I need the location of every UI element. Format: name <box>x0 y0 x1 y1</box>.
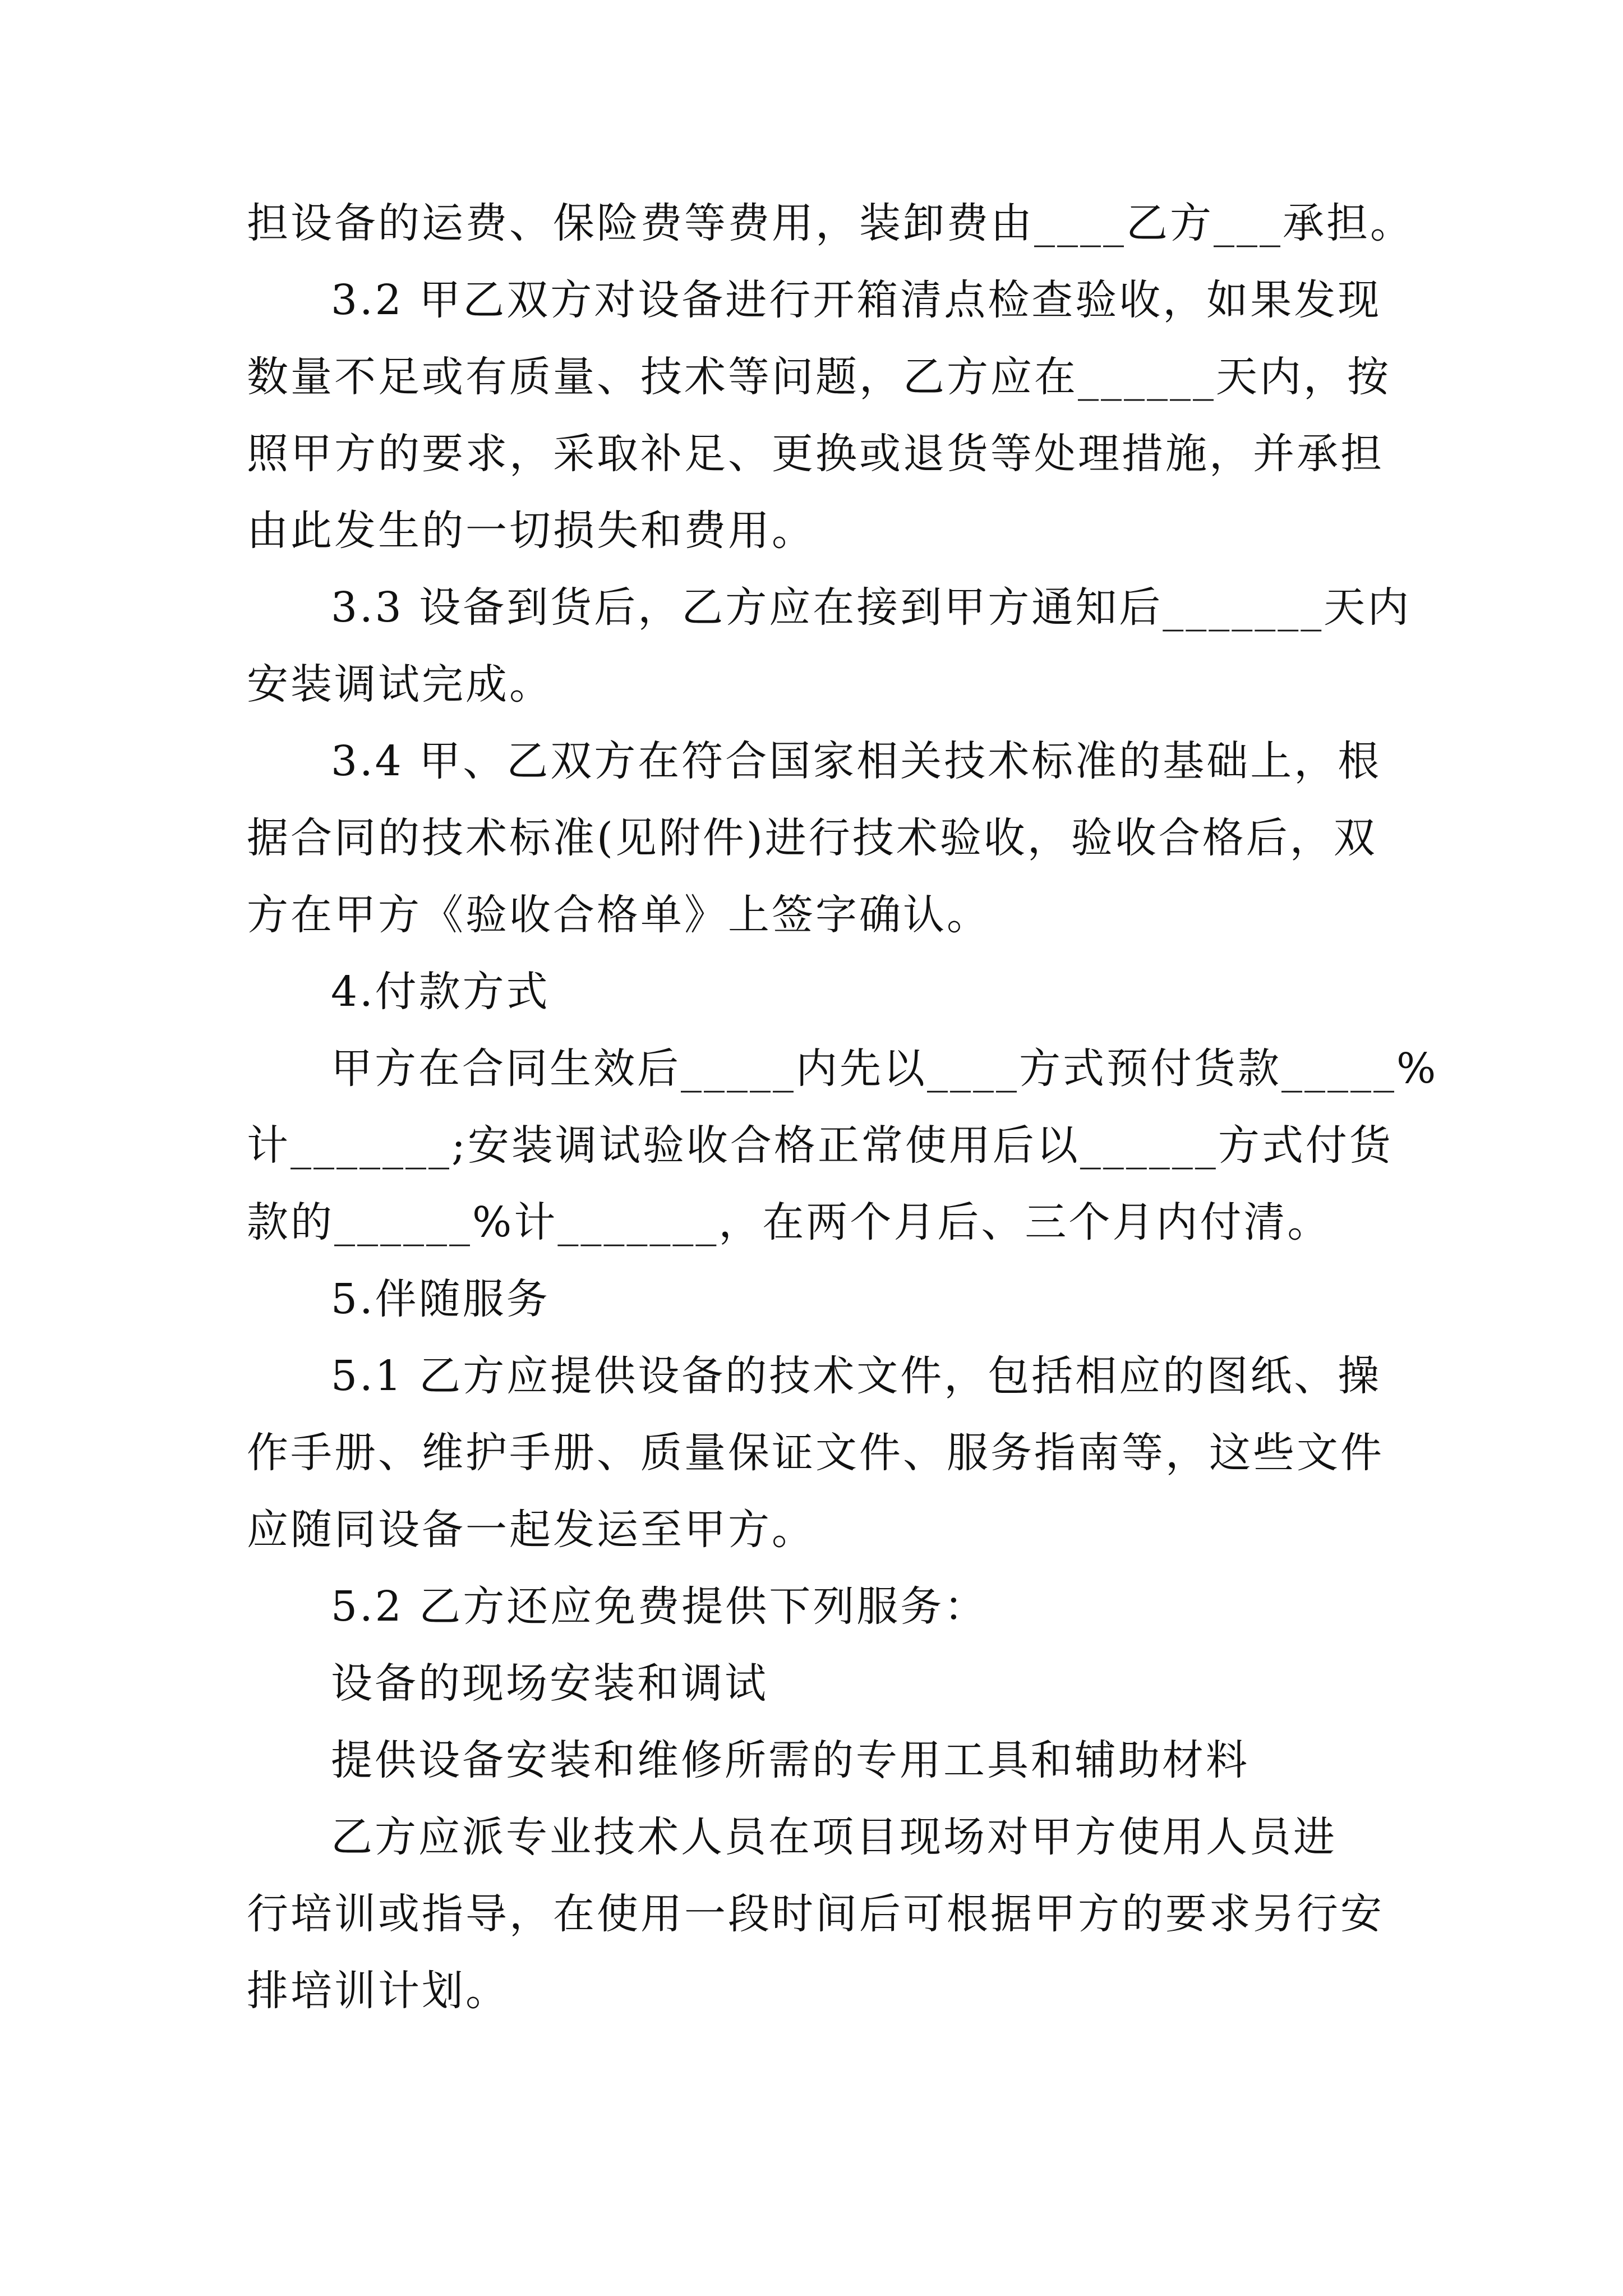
text-line: 款的______%计_______，在两个月后、三个月内付清。 <box>247 1198 1331 1246</box>
clause-3-3-line: 3.3 设备到货后，乙方应在接到甲方通知后_______天内 <box>331 583 1412 632</box>
text-line: 担设备的运费、保险费等费用，装卸费由____乙方___承担。 <box>247 199 1414 247</box>
clause-5-1-line: 5.1 乙方应提供设备的技术文件，包括相应的图纸、操 <box>331 1352 1382 1400</box>
text-line: 排培训计划。 <box>247 1967 509 2015</box>
clause-3-4-line: 3.4 甲、乙双方在符合国家相关技术标准的基础上，根 <box>331 737 1382 785</box>
service-item: 设备的现场安装和调试 <box>331 1659 768 1708</box>
text-line: 行培训或指导，在使用一段时间后可根据甲方的要求另行安 <box>247 1890 1384 1938</box>
section-heading-services: 5.伴随服务 <box>331 1275 550 1323</box>
text-line: 由此发生的一切损失和费用。 <box>247 507 815 555</box>
text-line: 方在甲方《验收合格单》上签字确认。 <box>247 891 990 939</box>
document-body <box>247 185 1438 2030</box>
clause-3-2-line: 3.2 甲乙双方对设备进行开箱清点检查验收，如果发现 <box>331 276 1382 324</box>
clause-5-2-line: 5.2 乙方还应免费提供下列服务： <box>331 1582 988 1631</box>
text-line: 安装调试完成。 <box>247 660 553 708</box>
training-text-line: 乙方应派专业技术人员在项目现场对甲方使用人员进 <box>331 1813 1337 1861</box>
text-line: 计_______;安装调试验收合格正常使用后以______方式付货 <box>247 1121 1393 1170</box>
payment-text-line: 甲方在合同生效后_____内先以____方式预付货款_____% <box>331 1045 1438 1093</box>
text-line: 应随同设备一起发运至甲方。 <box>247 1506 815 1554</box>
text-line: 照甲方的要求，采取补足、更换或退货等处理措施，并承担 <box>247 430 1384 478</box>
text-line: 作手册、维护手册、质量保证文件、服务指南等，这些文件 <box>247 1429 1384 1477</box>
text-line: 据合同的技术标准(见附件)进行技术验收，验收合格后，双 <box>247 814 1377 862</box>
service-item: 提供设备安装和维修所需的专用工具和辅助材料 <box>331 1736 1249 1784</box>
text-line: 数量不足或有质量、技术等问题，乙方应在______天内，按 <box>247 353 1391 401</box>
section-heading-payment: 4.付款方式 <box>331 968 550 1016</box>
